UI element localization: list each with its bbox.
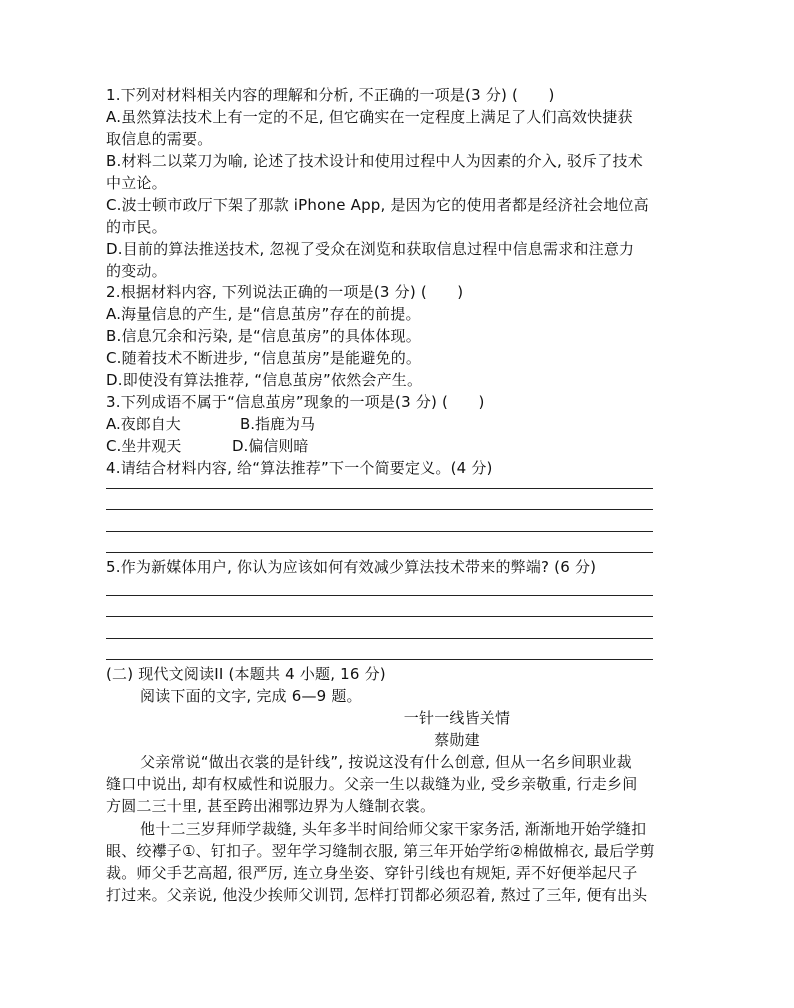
question-2-stem: 2.根据材料内容, 下列说法正确的一项是(3 分) ( ) [106,283,464,301]
answer-line[interactable] [106,509,653,510]
question-1-option-a: A.虽然算法技术上有一定的不足, 但它确实在一定程度上满足了人们高效快捷获 [106,108,633,126]
question-2-option-c: C.随着技术不断进步, “信息茧房”是能避免的。 [106,349,422,367]
answer-line[interactable] [106,531,653,532]
paragraph-1-line: 缝口中说出, 却有权威性和说服力。父亲一生以裁缝为业, 受乡亲敬重, 行走乡间 [106,775,638,793]
question-2-option-b: B.信息冗余和污染, 是“信息茧房”的具体体现。 [106,327,421,345]
question-3-options-row-1 [106,413,315,435]
question-2-option-a: A.海量信息的产生, 是“信息茧房”存在的前提。 [106,305,421,323]
question-1-option-a-cont: 取信息的需要。 [106,130,213,148]
section-heading: (二) 现代文阅读II (本题共 4 小题, 16 分) [106,665,386,683]
answer-line[interactable] [106,616,653,617]
question-2-option-d: D.即使没有算法推荐, “信息茧房”依然会产生。 [106,371,423,389]
answer-line[interactable] [106,595,653,596]
question-1-option-c: C.波士顿市政厅下架了那款 iPhone App, 是因为它的使用者都是经济社会地位高 [106,196,649,214]
question-1-option-d: D.目前的算法推送技术, 忽视了受众在浏览和获取信息过程中信息需求和注意力 [106,240,635,258]
paragraph-2-line: 眼、绞襻子①、钉扣子。翌年学习缝制衣服, 第三年开始学绗②棉做棉衣, 最后学剪 [106,842,655,860]
question-1-option-c-cont: 的市民。 [106,218,167,236]
article-author: 蔡勋建 [434,731,480,749]
question-3-option-d: D.偏信则暗 [232,437,309,455]
paragraph-2-line: 打过来。父亲说, 他没少挨师父训罚, 怎样打罚都必须忍着, 熬过了三年, 便有出头 [106,886,648,904]
question-3-option-a: A.夜郎自大 [106,415,181,433]
paragraph-2-line: 他十二三岁拜师学裁缝, 头年多半时间给师父家干家务活, 渐渐地开始学缝扣 [140,820,647,838]
answer-line[interactable] [106,552,653,553]
paragraph-1-line: 父亲常说“做出衣裳的是针线”, 按说这没有什么创意, 但从一名乡间职业裁 [140,753,632,771]
article-title: 一针一线皆关情 [403,709,511,727]
answer-line[interactable] [106,659,653,660]
section-instruction: 阅读下面的文字, 完成 6—9 题。 [140,687,362,705]
question-3-options-row-2 [106,435,308,457]
question-1-option-b-cont: 中立论。 [106,174,167,192]
paragraph-1-line: 方圆二三十里, 甚至跨出湘鄂边界为人缝制衣裳。 [106,797,436,815]
question-5-stem: 5.作为新媒体用户, 你认为应该如何有效减少算法技术带来的弊端? (6 分) [106,558,597,576]
question-1-stem: 1.下列对材料相关内容的理解和分析, 不正确的一项是(3 分) ( ) [106,86,555,104]
paragraph-2-line: 裁。师父手艺高超, 很严厉, 连立身坐姿、穿针引线也有规矩, 弄不好便举起尺子 [106,864,638,882]
question-1-option-d-cont: 的变动。 [106,262,167,280]
question-1-option-b: B.材料二以菜刀为喻, 论述了技术设计和使用过程中人为因素的介入, 驳斥了技术 [106,152,643,170]
answer-line[interactable] [106,638,653,639]
question-4-stem: 4.请结合材料内容, 给“算法推荐”下一个简要定义。(4 分) [106,459,493,477]
question-3-stem: 3.下列成语不属于“信息茧房”现象的一项是(3 分) ( ) [106,393,485,411]
question-3-option-b: B.指鹿为马 [240,415,316,433]
answer-line[interactable] [106,488,653,489]
question-3-option-c: C.坐井观天 [106,437,182,455]
